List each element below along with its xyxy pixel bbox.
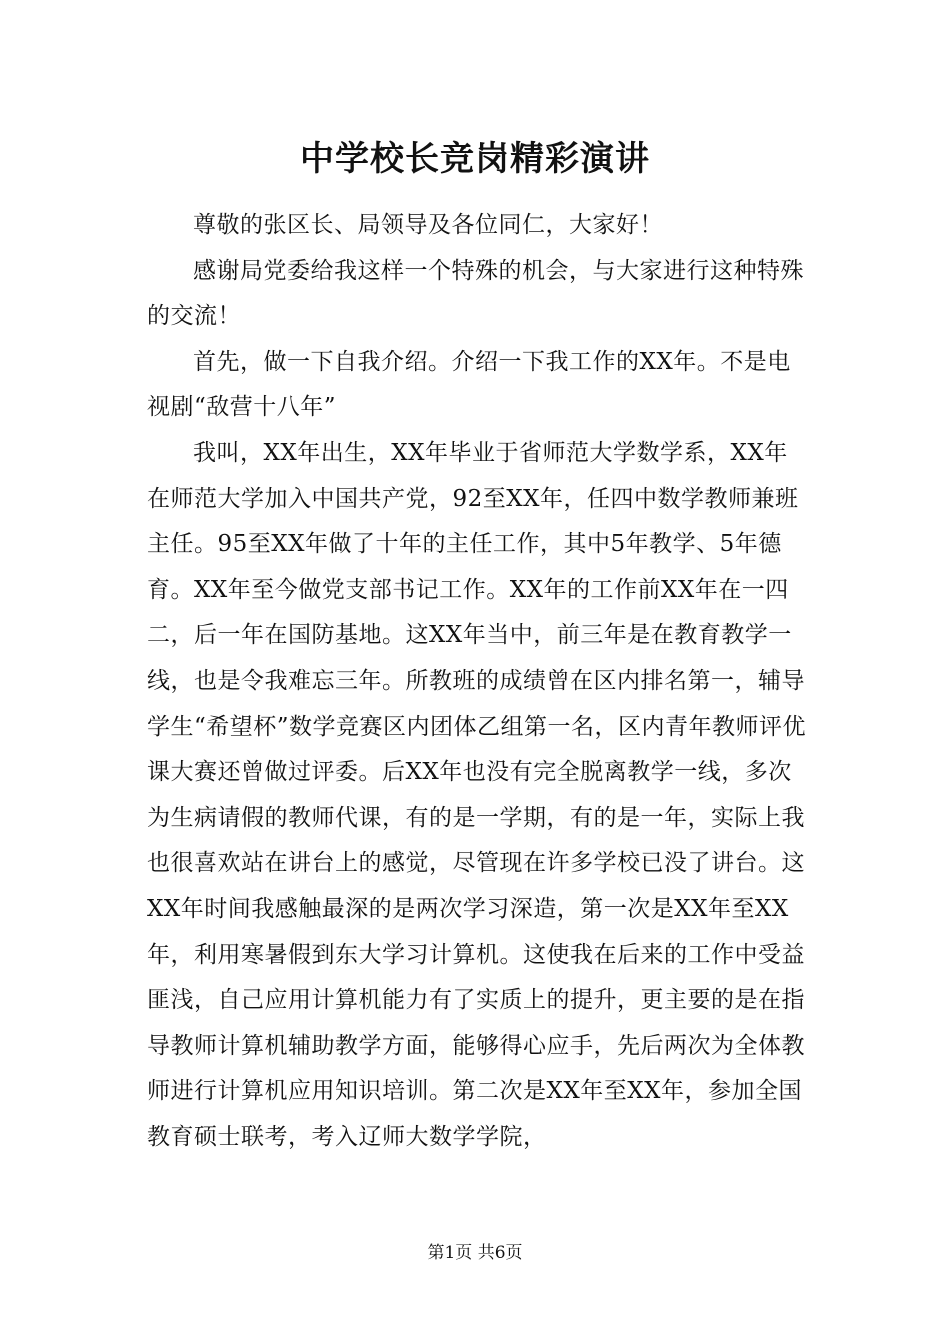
document-body — [147, 203, 807, 1160]
paragraph-greeting: 尊敬的张区长、局领导及各位同仁，大家好！ — [193, 212, 663, 238]
paragraph-biography: 我叫，XX年出生，XX年毕业于省师范大学数学系，XX年在师范大学加入中国共产党，92至XX年，任四中数学教师兼班主任。95至XX年做了十年的主任工作，其中5年教学、5年德育。XX年至今做党支部书记工作。XX年的工作前XX年在一四二，后一年在国防基地。这XX年当中，前三年是在教育教学一线，也是令我难忘三年。所教班的成绩曾在区内排名第一，辅导学生“希望杯”数学竞赛区内团体乙组第一名，区内青年教师评优课大赛还曾做过评委。后XX年也没有完全脱离教学一线，多次为生病请假的教师代课，有的是一学期，有的是一年，实际上我也很喜欢站在讲台上的感觉，尽管现在许多学校已没了讲台。这XX年时间我感触最深的是两次学习深造，第一次是XX年至XX年，利用寒暑假到东大学习计算机。这使我在后来的工作中受益匪浅，自己应用计算机能力有了实质上的提升，更主要的是在指导教师计算机辅助教学方面，能够得心应手，先后两次为全体教师进行计算机应用知识培训。第二次是XX年至XX年，参加全国教育硕士联考，考入辽师大数学学院， — [147, 439, 807, 1150]
paragraph-thanks: 感谢局党委给我这样一个特殊的机会，与大家进行这种特殊的交流！ — [147, 257, 804, 330]
page-number-footer: 第1页 共6页 — [427, 1243, 523, 1263]
document-title: 中学校长竞岗精彩演讲 — [300, 139, 650, 179]
paragraph-intro: 首先，做一下自我介绍。介绍一下我工作的XX年。不是电视剧“敌营十八年” — [147, 348, 791, 421]
